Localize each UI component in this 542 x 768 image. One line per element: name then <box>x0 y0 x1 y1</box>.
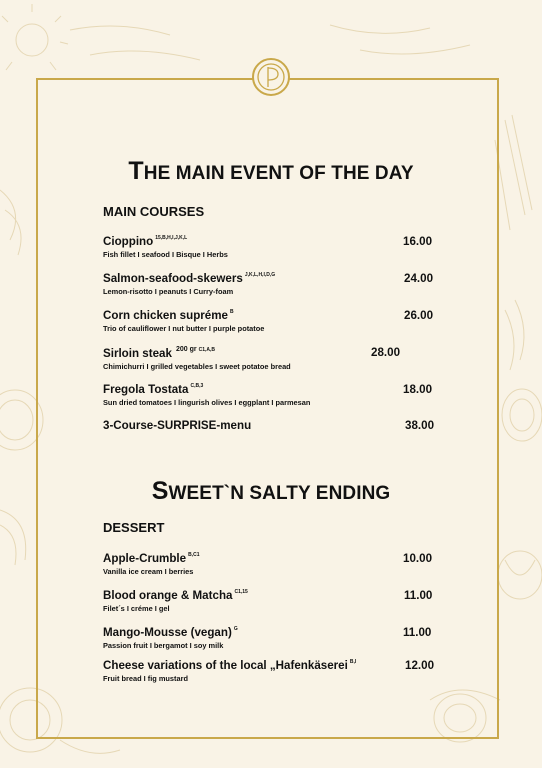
item-description: Lemon-risotto I peanuts I Curry-foam <box>103 287 234 296</box>
category-dessert: DESSERT <box>103 520 165 535</box>
item-name: Cheese variations of the local „Hafenkäserei <box>103 659 348 672</box>
item-description: Trio of cauliflower I nut butter I purple potatoe <box>103 324 265 333</box>
item-description: Passion fruit I bergamot I soy milk <box>103 641 224 650</box>
item-name: Salmon-seafood-skewers <box>103 272 243 285</box>
section-title-sweet-salty: SWEET`N SALTY ENDING <box>151 477 391 505</box>
menu-item <box>103 419 435 445</box>
item-description: Sun dried tomatoes I lingurish olives I eggplant I parmesan <box>103 398 311 407</box>
item-allergens: J,K,L,H,I,D,G <box>244 272 276 278</box>
menu-item <box>103 309 435 335</box>
item-description: Filet´s I créme I gel <box>103 604 170 613</box>
item-description: Chimichurri I grilled vegetables I sweet potatoe bread <box>103 362 291 371</box>
item-price: 38.00 <box>405 419 435 432</box>
item-description: Fish fillet I seafood I Bisque I Herbs <box>103 250 228 259</box>
item-price: 24.00 <box>404 272 434 285</box>
item-allergens: B,C1 <box>188 552 200 558</box>
category-main-courses: MAIN COURSES <box>103 204 205 219</box>
item-allergens: B,I <box>349 659 357 665</box>
item-price: 12.00 <box>405 659 435 672</box>
menu-item <box>103 552 435 578</box>
item-description: Vanilla ice cream I berries <box>103 567 194 576</box>
menu-item <box>103 659 435 685</box>
item-allergens: 15,B,H,I,J,K,L <box>155 235 188 241</box>
item-name: Blood orange & Matcha <box>103 589 233 602</box>
item-price: 28.00 <box>371 346 401 359</box>
menu-item <box>103 235 435 261</box>
item-description: Fruit bread I fig mustard <box>103 674 188 683</box>
item-allergens: C1,15 <box>234 589 248 595</box>
item-allergens: C1,A,B <box>198 347 215 353</box>
menu-item <box>103 589 435 615</box>
item-weight: 200 gr <box>175 346 197 353</box>
item-price: 10.00 <box>403 552 433 565</box>
menu-item <box>103 272 435 298</box>
item-price: 18.00 <box>403 383 433 396</box>
item-price: 11.00 <box>404 589 433 602</box>
item-name: Cioppino <box>103 235 154 248</box>
section-title-main-event: THE MAIN EVENT OF THE DAY <box>128 157 414 185</box>
item-allergens: G <box>233 626 238 632</box>
item-name: Sirloin steak <box>103 347 172 360</box>
item-name: Mango-Mousse (vegan) <box>103 626 232 639</box>
menu-item <box>103 346 435 372</box>
item-allergens: B <box>230 309 234 315</box>
item-name: Corn chicken supréme <box>103 309 228 322</box>
restaurant-logo <box>252 58 290 96</box>
item-name: Apple-Crumble <box>103 552 187 565</box>
menu-item <box>103 383 435 409</box>
menu-item <box>103 626 435 652</box>
item-name: Fregola Tostata <box>103 383 189 396</box>
item-name: 3-Course-SURPRISE-menu <box>103 419 252 432</box>
item-allergens: C,B,3 <box>190 383 204 389</box>
item-price: 26.00 <box>404 309 434 322</box>
item-price: 16.00 <box>403 235 433 248</box>
item-price: 11.00 <box>403 626 432 639</box>
